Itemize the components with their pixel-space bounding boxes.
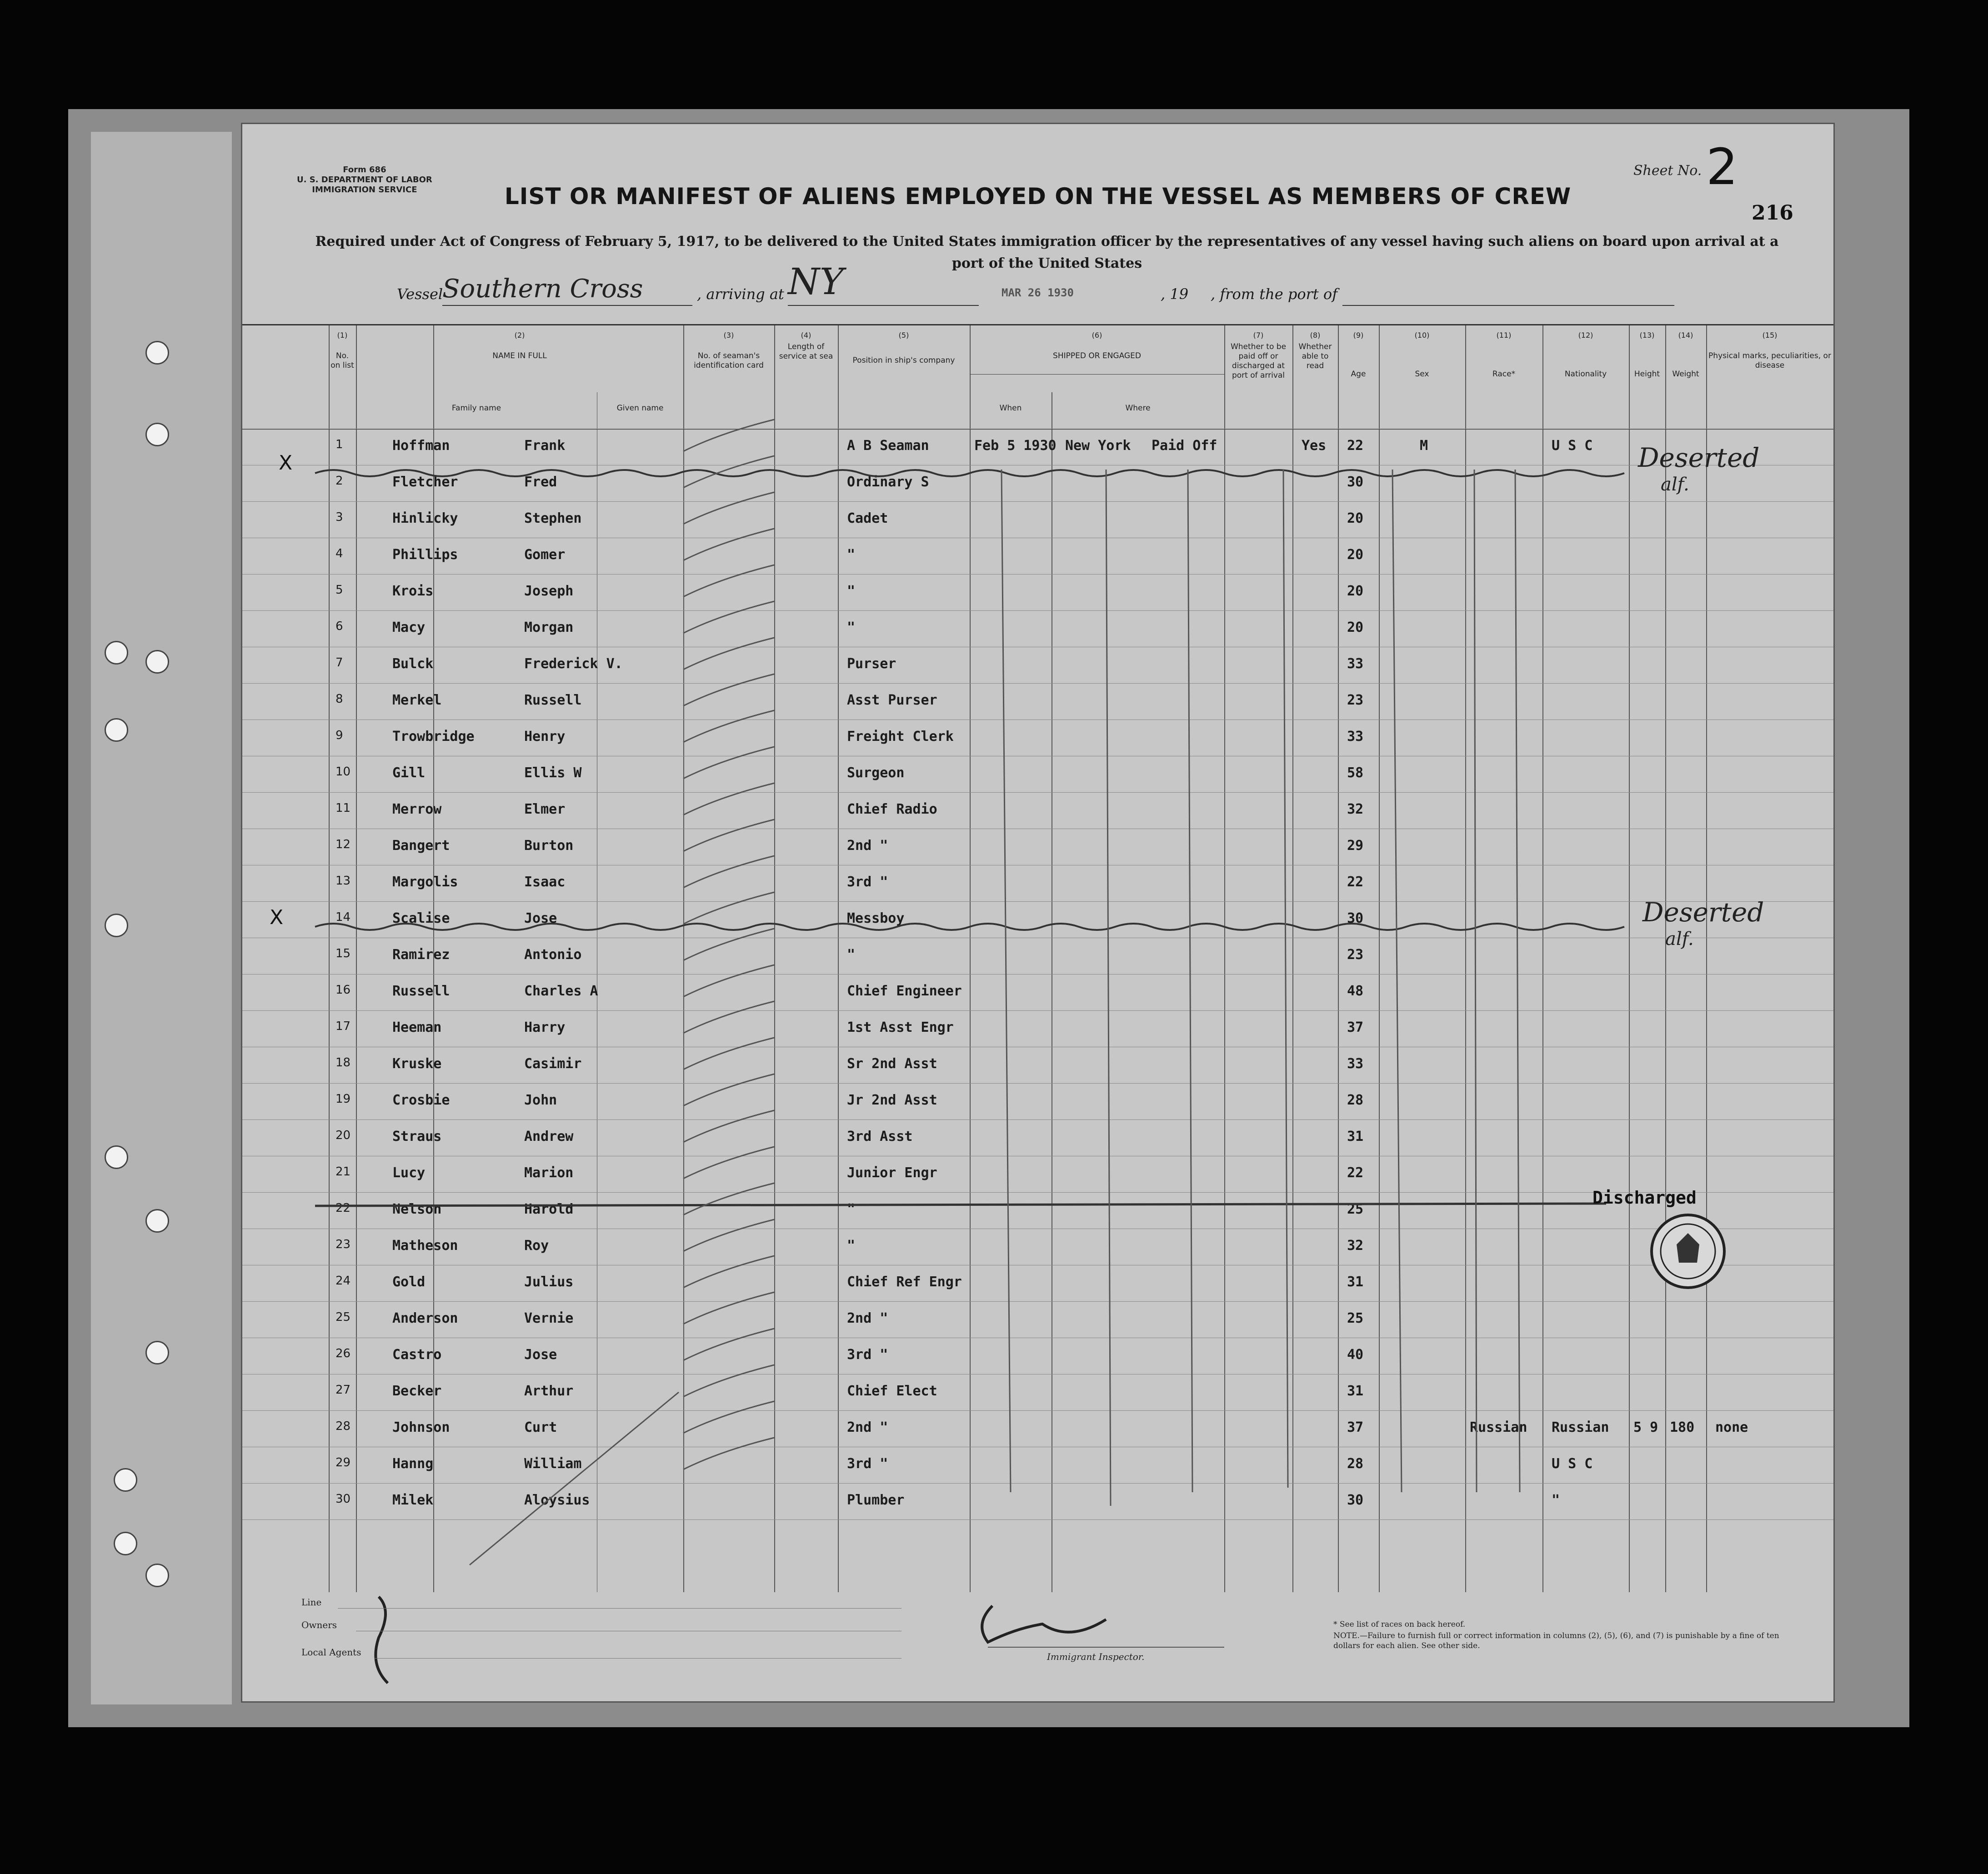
cell-given-name: Gomer <box>524 547 566 563</box>
cell-row-number: 30 <box>336 1492 351 1506</box>
cell-given-name: Andrew <box>524 1129 574 1144</box>
deserted-note-1: Deserted <box>1638 442 1760 473</box>
line-underline <box>338 1608 901 1609</box>
cell-position: 2nd " <box>847 1419 888 1435</box>
cell-given-name: Morgan <box>524 620 574 635</box>
cell-age: 32 <box>1347 801 1364 817</box>
column-number: (15) <box>1762 331 1778 340</box>
cell-given-name: Marion <box>524 1165 574 1181</box>
cell-family-name: Johnson <box>392 1419 450 1435</box>
service-name: IMMIGRATION SERVICE <box>312 185 417 195</box>
deserted-note-2: Deserted <box>1642 897 1764 928</box>
cell-race: Russian <box>1470 1419 1527 1435</box>
cell-given-name: William <box>524 1456 582 1472</box>
cell-position: 3rd " <box>847 1347 888 1363</box>
column-number: (8) <box>1310 331 1321 340</box>
cell-position: 2nd " <box>847 838 888 854</box>
cell-position: Cadet <box>847 510 888 526</box>
cell-age: 22 <box>1347 874 1364 890</box>
cell-family-name: Hinlicky <box>392 510 458 526</box>
from-port-label: , from the port of <box>1211 285 1338 303</box>
cell-position: Chief Elect <box>847 1383 937 1399</box>
strike-lines <box>315 470 1624 1206</box>
cell-weight: 180 <box>1670 1419 1695 1435</box>
cell-given-name: Harold <box>524 1201 574 1217</box>
column-subheader-family-name: Family name <box>451 404 501 413</box>
cell-given-name: John <box>524 1092 557 1108</box>
department-name: U. S. DEPARTMENT OF LABOR <box>297 175 432 185</box>
cell-row-number: 23 <box>336 1238 351 1251</box>
cell-position: 3rd " <box>847 874 888 890</box>
deserted-note-2-initials: alf. <box>1665 929 1694 949</box>
cell-family-name: Anderson <box>392 1310 458 1326</box>
cell-age: 37 <box>1347 1419 1364 1435</box>
footnote-penalty: NOTE.—Failure to furnish full or correct information in columns (2), (5), (6), and (7) is punishable by a fine of ten dollars for each alien. See other side. <box>1333 1631 1779 1650</box>
cell-age: 28 <box>1347 1092 1364 1108</box>
cell-age: 31 <box>1347 1383 1364 1399</box>
cell-position: " <box>847 947 856 963</box>
cell-age: 28 <box>1347 1456 1364 1472</box>
cell-age: 22 <box>1347 438 1364 454</box>
cell-shipped-when: Feb 5 1930 <box>974 438 1057 454</box>
column-header-paid-off: Whether to be paid off or discharged at port of arrival <box>1230 342 1287 380</box>
column-number: (7) <box>1253 331 1264 340</box>
column-header-weight: Weight <box>1672 370 1699 379</box>
column-number: (1) <box>337 331 348 340</box>
punch-hole <box>105 914 128 937</box>
strike-row-14 <box>315 924 1624 930</box>
cell-given-name: Julius <box>524 1274 574 1290</box>
cell-family-name: Trowbridge <box>392 729 475 745</box>
cell-given-name: Stephen <box>524 510 582 526</box>
cell-position: 3rd Asst <box>847 1129 913 1144</box>
cell-paid-off: Paid Off <box>1152 438 1217 454</box>
cell-height: 5 9 <box>1633 1419 1658 1435</box>
x-mark-row-14: X <box>270 906 284 929</box>
manifest-sheet <box>241 123 1835 1703</box>
cell-family-name: Bangert <box>392 838 450 854</box>
cell-row-number: 13 <box>336 874 351 888</box>
sheet-number-label: Sheet No. <box>1633 163 1702 179</box>
cell-family-name: Merrow <box>392 801 442 817</box>
cell-family-name: Lucy <box>392 1165 426 1181</box>
cell-family-name: Phillips <box>392 547 458 563</box>
cell-position: " <box>847 583 856 599</box>
cell-age: 33 <box>1347 656 1364 672</box>
column-header-position: Position in ship's company <box>852 356 955 365</box>
cell-age: 37 <box>1347 1019 1364 1035</box>
column-header-age: Age <box>1351 370 1366 379</box>
cell-family-name: Gill <box>392 765 426 781</box>
cell-family-name: Krois <box>392 583 434 599</box>
cell-position: 1st Asst Engr <box>847 1019 954 1035</box>
cell-position: Chief Radio <box>847 801 937 817</box>
cell-age: 32 <box>1347 1238 1364 1254</box>
column-header-race: Race* <box>1492 370 1516 379</box>
page-title: LIST OR MANIFEST OF ALIENS EMPLOYED ON THE VESSEL AS MEMBERS OF CREW <box>504 183 1572 210</box>
cell-given-name: Roy <box>524 1238 549 1254</box>
cell-family-name: Straus <box>392 1129 442 1144</box>
cell-family-name: Fletcher <box>392 474 458 490</box>
column-subheader-given-name: Given name <box>616 404 664 413</box>
owners-label: Owners <box>301 1619 337 1630</box>
cell-position: Purser <box>847 656 896 672</box>
cell-age: 20 <box>1347 510 1364 526</box>
cell-position: Jr 2nd Asst <box>847 1092 937 1108</box>
cell-family-name: Nelson <box>392 1201 442 1217</box>
vessel-name: Southern Cross <box>442 274 643 304</box>
cell-family-name: Gold <box>392 1274 426 1290</box>
cell-given-name: Henry <box>524 729 566 745</box>
cell-family-name: Kruske <box>392 1056 442 1072</box>
punch-hole <box>114 1468 137 1492</box>
column-header-id-card: No. of seaman's identification card <box>694 351 764 370</box>
column-subheader-when: When <box>999 404 1022 413</box>
column-header-length-service: Length of service at sea <box>779 342 833 361</box>
column-header-sex: Sex <box>1415 370 1429 379</box>
discharged-stamp: Discharged <box>1592 1188 1697 1208</box>
cell-age: 29 <box>1347 838 1364 854</box>
cell-row-number: 8 <box>336 692 343 706</box>
cell-family-name: Hoffman <box>392 438 450 454</box>
cell-row-number: 22 <box>336 1201 351 1215</box>
cell-family-name: Castro <box>392 1347 442 1363</box>
column-header-nationality: Nationality <box>1564 370 1607 379</box>
cell-position: Messboy <box>847 910 905 926</box>
page-subtitle: Required under Act of Congress of February 5, 1917, to be delivered to the United States immigration officer by the representatives of any vessel having such aliens on board upon arrival at a port of the United States <box>315 234 1779 271</box>
vertical-pen-lines <box>1002 470 1520 1506</box>
cell-given-name: Frederick V. <box>524 656 623 672</box>
cell-able-to-read: Yes <box>1302 438 1327 454</box>
column-header-shipped: SHIPPED OR ENGAGED <box>1053 351 1141 360</box>
cell-row-number: 11 <box>336 801 351 815</box>
cell-position: Plumber <box>847 1492 905 1508</box>
cell-age: 20 <box>1347 547 1364 563</box>
date-stamp: MAR 26 1930 <box>1002 286 1074 299</box>
deserted-note-1-initials: alf. <box>1661 474 1689 495</box>
column-number: (5) <box>898 331 909 340</box>
cell-row-number: 29 <box>336 1456 351 1469</box>
punch-hole <box>145 650 169 674</box>
cell-family-name: Matheson <box>392 1238 458 1254</box>
id-card-ticks <box>470 420 774 1565</box>
cell-row-number: 26 <box>336 1347 351 1360</box>
cell-row-number: 21 <box>336 1165 351 1179</box>
cell-position: 2nd " <box>847 1310 888 1326</box>
cell-given-name: Casimir <box>524 1056 582 1072</box>
cell-position: Chief Engineer <box>847 983 962 999</box>
cell-age: 40 <box>1347 1347 1364 1363</box>
column-subheader-where: Where <box>1125 404 1151 413</box>
cell-age: 31 <box>1347 1129 1364 1144</box>
cell-row-number: 3 <box>336 510 343 524</box>
cell-row-number: 28 <box>336 1419 351 1433</box>
cell-age: 33 <box>1347 729 1364 745</box>
cell-given-name: Frank <box>524 438 566 454</box>
cell-row-number: 6 <box>336 620 343 633</box>
cell-given-name: Russell <box>524 692 582 708</box>
cell-row-number: 7 <box>336 656 343 670</box>
x-mark-row-2: X <box>279 451 293 475</box>
cell-age: 22 <box>1347 1165 1364 1181</box>
cell-position: Freight Clerk <box>847 729 954 745</box>
year-label: , 19 <box>1161 285 1189 303</box>
cell-row-number: 17 <box>336 1019 351 1033</box>
cell-family-name: Bulck <box>392 656 434 672</box>
cell-row-number: 27 <box>336 1383 351 1397</box>
cell-row-number: 16 <box>336 983 351 997</box>
cell-age: 48 <box>1347 983 1364 999</box>
footnote-races: * See list of races on back hereof. <box>1333 1620 1466 1629</box>
cell-nationality: U S C <box>1552 1456 1593 1472</box>
cell-family-name: Macy <box>392 620 426 635</box>
column-number: (4) <box>801 331 811 340</box>
cell-given-name: Antonio <box>524 947 582 963</box>
cell-age: 30 <box>1347 910 1364 926</box>
column-number: (9) <box>1353 331 1364 340</box>
cell-given-name: Joseph <box>524 583 574 599</box>
cell-family-name: Merkel <box>392 692 442 708</box>
cell-family-name: Crosbie <box>392 1092 450 1108</box>
cell-row-number: 24 <box>336 1274 351 1288</box>
cell-age: 20 <box>1347 620 1364 635</box>
vessel-label: Vessel <box>397 285 443 303</box>
line-label: Line <box>301 1597 322 1608</box>
cell-row-number: 19 <box>336 1092 351 1106</box>
cell-given-name: Jose <box>524 910 557 926</box>
cell-given-name: Elmer <box>524 801 566 817</box>
arriving-label: , arriving at <box>697 285 784 303</box>
cell-sex: M <box>1420 438 1428 454</box>
punch-hole <box>145 1209 169 1233</box>
cell-given-name: Curt <box>524 1419 557 1435</box>
punch-hole <box>105 1145 128 1169</box>
punch-hole <box>105 641 128 665</box>
column-header-able-read: Whether able to read <box>1298 342 1332 370</box>
cell-position: Asst Purser <box>847 692 937 708</box>
cell-family-name: Milek <box>392 1492 434 1508</box>
sheet-number-value: 2 <box>1706 138 1738 196</box>
cell-family-name: Heeman <box>392 1019 442 1035</box>
column-header-no-on-list: No. on list <box>330 351 354 370</box>
cell-given-name: Arthur <box>524 1383 574 1399</box>
cell-row-number: 2 <box>336 474 343 488</box>
cell-given-name: Burton <box>524 838 574 854</box>
punch-hole <box>145 341 169 365</box>
cell-position: Chief Ref Engr <box>847 1274 962 1290</box>
cell-family-name: Becker <box>392 1383 442 1399</box>
cell-position: " <box>847 547 856 563</box>
cell-row-number: 18 <box>336 1056 351 1069</box>
cell-age: 58 <box>1347 765 1364 781</box>
page-number: 216 <box>1752 201 1793 225</box>
cell-position: " <box>847 620 856 635</box>
punch-hole <box>145 1564 169 1587</box>
signature-marks <box>351 1597 1106 1701</box>
cell-position: " <box>847 1238 856 1254</box>
cell-position: A B Seaman <box>847 438 929 454</box>
cell-row-number: 1 <box>336 438 343 451</box>
cell-given-name: Aloysius <box>524 1492 590 1508</box>
cell-position: Junior Engr <box>847 1165 937 1181</box>
cell-position: Sr 2nd Asst <box>847 1056 937 1072</box>
cell-family-name: Russell <box>392 983 450 999</box>
column-number: (2) <box>514 331 525 340</box>
cell-given-name: Harry <box>524 1019 566 1035</box>
cell-family-name: Scalise <box>392 910 450 926</box>
cell-position: 3rd " <box>847 1456 888 1472</box>
cell-age: 25 <box>1347 1310 1364 1326</box>
cell-nationality: Russian <box>1552 1419 1609 1435</box>
cell-nationality: " <box>1552 1492 1560 1508</box>
cell-row-number: 12 <box>336 838 351 851</box>
cell-given-name: Fred <box>524 474 557 490</box>
column-number: (3) <box>723 331 734 340</box>
column-header-physical: Physical marks, peculiarities, or disease <box>1708 351 1831 370</box>
cell-given-name: Vernie <box>524 1310 574 1326</box>
cell-given-name: Jose <box>524 1347 557 1363</box>
cell-row-number: 4 <box>336 547 343 560</box>
column-number: (14) <box>1678 331 1693 340</box>
inspector-signature-line <box>988 1647 1224 1648</box>
binder-strip <box>91 132 232 1704</box>
column-number: (6) <box>1092 331 1102 340</box>
cell-given-name: Ellis W <box>524 765 582 781</box>
cell-family-name: Margolis <box>392 874 458 890</box>
column-number: (11) <box>1496 331 1512 340</box>
cell-age: 33 <box>1347 1056 1364 1072</box>
local-agents-label: Local Agents <box>301 1647 361 1658</box>
column-header-height: Height <box>1634 370 1660 379</box>
cell-given-name: Charles A <box>524 983 598 999</box>
cell-physical-marks: none <box>1715 1419 1748 1435</box>
column-header-name-in-full: NAME IN FULL <box>492 351 547 360</box>
cell-nationality: U S C <box>1552 438 1593 454</box>
cell-given-name: Isaac <box>524 874 566 890</box>
inspector-label: Immigrant Inspector. <box>1047 1651 1145 1662</box>
cell-row-number: 14 <box>336 910 351 924</box>
cell-age: 30 <box>1347 474 1364 490</box>
column-number: (12) <box>1578 331 1593 340</box>
punch-hole <box>105 718 128 742</box>
cell-age: 31 <box>1347 1274 1364 1290</box>
form-number: Form 686 <box>343 165 386 175</box>
cell-row-number: 5 <box>336 583 343 597</box>
punch-hole <box>145 423 169 446</box>
cell-position: " <box>847 1201 856 1217</box>
cell-age: 23 <box>1347 947 1364 963</box>
strike-row-2 <box>315 470 1624 476</box>
cell-age: 25 <box>1347 1201 1364 1217</box>
column-number: (10) <box>1414 331 1430 340</box>
cell-row-number: 25 <box>336 1310 351 1324</box>
cell-family-name: Ramirez <box>392 947 450 963</box>
cell-row-number: 9 <box>336 729 343 742</box>
consular-stamp <box>1652 1215 1724 1288</box>
punch-hole <box>114 1532 137 1555</box>
column-number: (13) <box>1639 331 1655 340</box>
cell-family-name: Hanng <box>392 1456 434 1472</box>
cell-position: Ordinary S <box>847 474 929 490</box>
punch-hole <box>145 1341 169 1364</box>
cell-age: 30 <box>1347 1492 1364 1508</box>
handwriting-overlay <box>242 124 1833 1701</box>
strike-row-22 <box>315 1204 1606 1206</box>
cell-row-number: 15 <box>336 947 351 960</box>
cell-row-number: 10 <box>336 765 351 779</box>
cell-shipped-where: New York <box>1065 438 1131 454</box>
cell-position: Surgeon <box>847 765 905 781</box>
cell-row-number: 20 <box>336 1129 351 1142</box>
arrival-port: NY <box>788 260 844 303</box>
cell-age: 20 <box>1347 583 1364 599</box>
agents-underline <box>374 1658 901 1659</box>
cell-age: 23 <box>1347 692 1364 708</box>
